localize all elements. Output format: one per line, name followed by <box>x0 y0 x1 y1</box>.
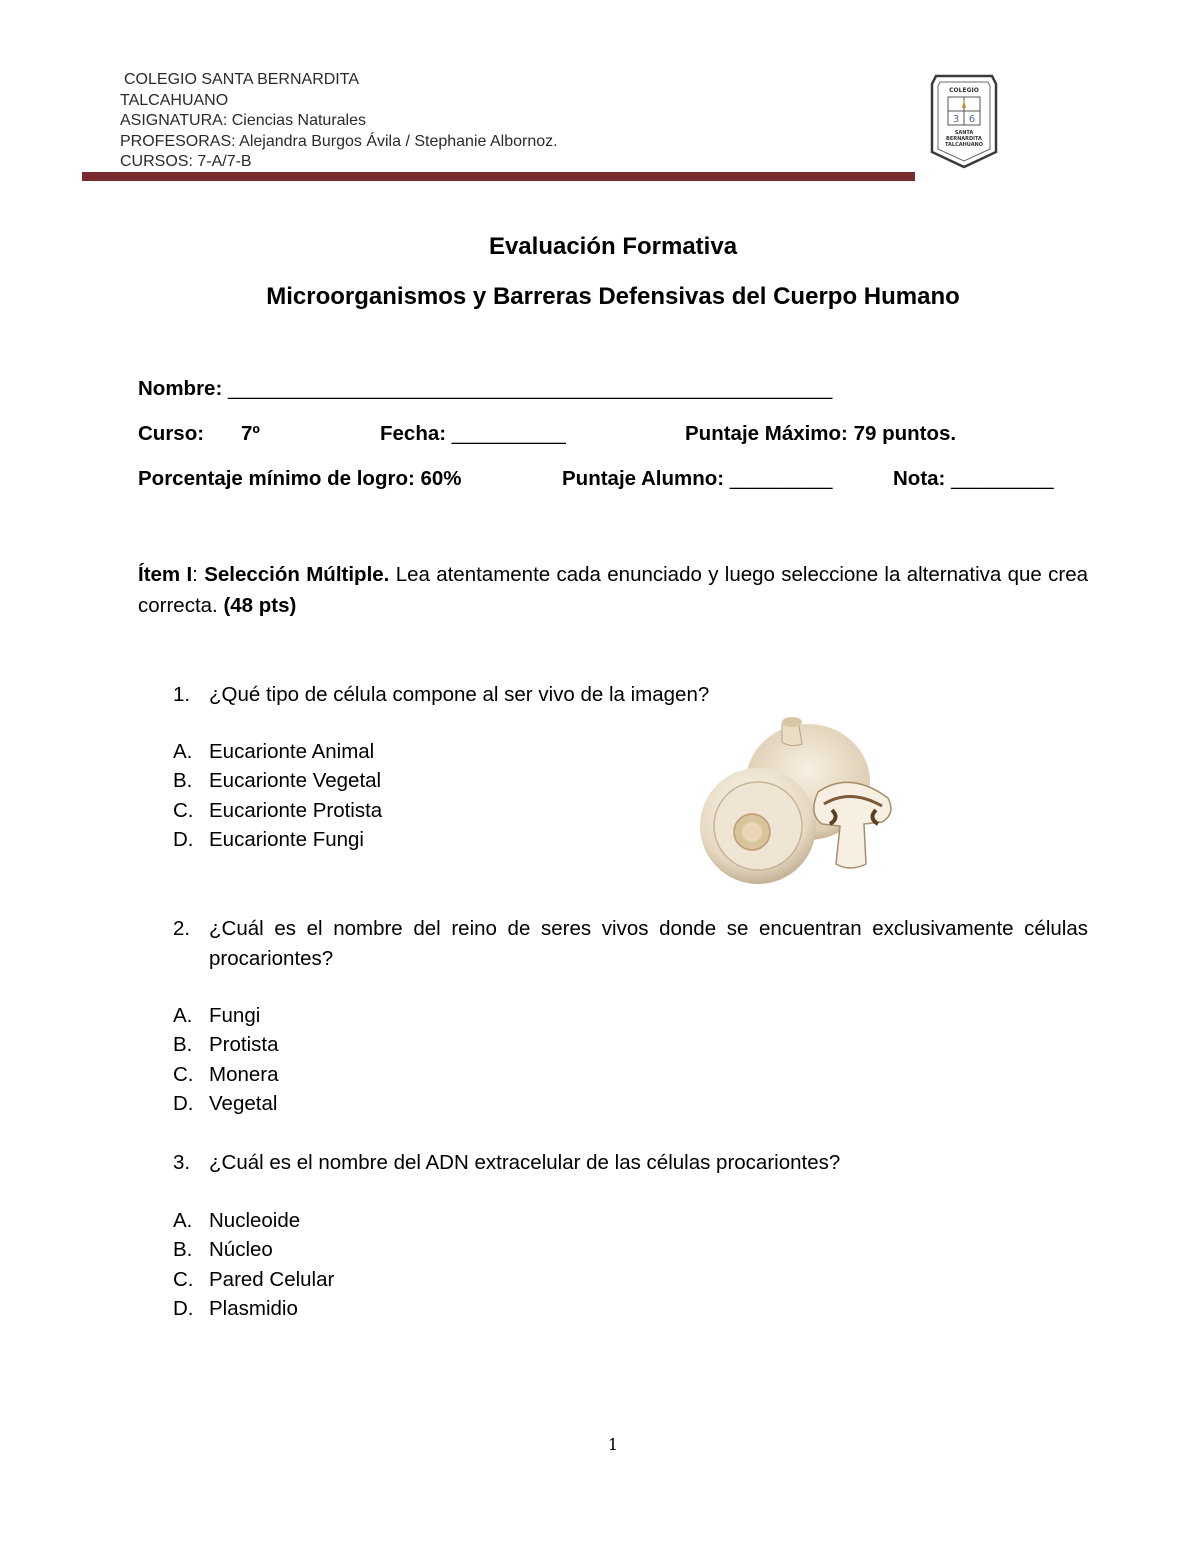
nombre-label: Nombre: <box>138 377 223 400</box>
question-3-options <box>173 1206 334 1324</box>
option-text: Eucarionte Protista <box>209 798 383 822</box>
question-1 <box>173 680 1088 710</box>
option-text: Protista <box>209 1033 279 1057</box>
fecha-field[interactable] <box>380 422 566 446</box>
option-text: Pared Celular <box>209 1267 335 1291</box>
svg-text:3: 3 <box>952 114 960 125</box>
item-colon: : <box>192 563 198 586</box>
option-letter: C. <box>173 1267 194 1291</box>
item-instructions <box>138 559 1088 621</box>
page-subtitle: Microorganismos y Barreras Defensivas del Cuerpo Humano <box>266 283 960 310</box>
question-3 <box>173 1148 1088 1178</box>
option-c[interactable] <box>173 796 382 825</box>
option-text: Eucarionte Vegetal <box>209 769 382 793</box>
question-number: 3. <box>173 1151 191 1174</box>
question-number: 2. <box>173 917 191 940</box>
porcentaje-minimo: Porcentaje mínimo de logro: 60% <box>138 467 462 490</box>
curso-value: 7º <box>241 422 260 445</box>
crest-text-bottom: SANTA BERNARDITA TALCAHUANO <box>944 130 983 148</box>
option-a[interactable] <box>173 1001 279 1030</box>
option-text: Vegetal <box>209 1092 278 1116</box>
puntaje-alumno-blank[interactable]: _________ <box>729 467 833 490</box>
school-crest-logo <box>928 70 1000 170</box>
question-2 <box>173 914 1088 973</box>
teachers-line: PROFESORAS: Alejandra Burgos Ávila / Stephanie Albornoz. <box>120 132 558 150</box>
item-label: Ítem I <box>138 563 193 586</box>
option-text: Nucleoide <box>209 1209 301 1232</box>
nota-blank[interactable]: _________ <box>951 467 1054 490</box>
nombre-field[interactable] <box>138 377 832 401</box>
fecha-label: Fecha: <box>380 422 447 445</box>
item-points: (48 pts) <box>223 594 297 617</box>
option-a[interactable] <box>173 1206 334 1235</box>
nota-label: Nota: <box>893 467 946 490</box>
option-letter: D. <box>173 1297 194 1321</box>
svg-text:6: 6 <box>968 114 976 125</box>
header-divider <box>82 172 915 181</box>
option-letter: A. <box>173 1209 193 1232</box>
option-letter: A. <box>173 740 193 763</box>
question-text: ¿Cuál es el nombre del ADN extracelular de las células procariontes? <box>209 1151 841 1174</box>
option-text: Monera <box>209 1062 279 1086</box>
nombre-blank[interactable]: _____________________________________________________ <box>228 377 833 400</box>
option-letter: A. <box>173 1004 193 1027</box>
question-2-options <box>173 1001 279 1119</box>
curso-field <box>138 422 204 446</box>
option-letter: B. <box>173 1238 193 1262</box>
school-city: TALCAHUANO <box>120 91 229 109</box>
question-number: 1. <box>173 683 191 706</box>
puntaje-alumno-label: Puntaje Alumno: <box>562 467 725 490</box>
question-1-options <box>173 737 382 855</box>
option-letter: D. <box>173 828 194 852</box>
page-title: Evaluación Formativa <box>488 233 738 260</box>
option-d[interactable] <box>173 1294 334 1323</box>
option-text: Núcleo <box>209 1238 273 1262</box>
option-b[interactable] <box>173 1235 334 1264</box>
option-d[interactable] <box>173 825 382 854</box>
option-text: Plasmidio <box>209 1297 298 1321</box>
option-text: Eucarionte Fungi <box>209 828 364 852</box>
option-d[interactable] <box>173 1089 279 1118</box>
puntaje-alumno-field[interactable] <box>562 467 832 491</box>
item-type: Selección Múltiple. <box>204 563 390 586</box>
school-header <box>120 70 558 173</box>
subject-line: ASIGNATURA: Ciencias Naturales <box>120 112 366 129</box>
item-instruction-text: Lea atentamente cada enunciado y luego seleccione la alternativa que crea correcta. <box>138 563 1088 617</box>
option-letter: C. <box>173 798 194 822</box>
mushroom-image <box>690 714 900 884</box>
option-text: Fungi <box>209 1004 261 1027</box>
option-text: Eucarionte Animal <box>209 740 375 763</box>
option-letter: B. <box>173 1033 193 1057</box>
option-b[interactable] <box>173 1030 279 1059</box>
nota-field[interactable] <box>893 467 1054 491</box>
page-number: 1 <box>607 1435 619 1454</box>
option-letter: B. <box>173 769 193 793</box>
option-c[interactable] <box>173 1060 279 1089</box>
option-letter: C. <box>173 1062 194 1086</box>
question-text: ¿Cuál es el nombre del reino de seres vivos donde se encuentran exclusivamente células procariontes? <box>209 917 1088 970</box>
courses-line: CURSOS: 7-A/7-B <box>120 153 252 170</box>
school-name: COLEGIO SANTA BERNARDITA <box>124 71 360 88</box>
option-c[interactable] <box>173 1265 334 1294</box>
question-text: ¿Qué tipo de célula compone al ser vivo de la imagen? <box>209 683 710 706</box>
fecha-blank[interactable]: __________ <box>451 422 566 445</box>
crest-text-top: COLEGIO <box>949 87 979 94</box>
curso-label: Curso: <box>138 422 205 445</box>
option-b[interactable] <box>173 766 382 795</box>
puntaje-maximo: Puntaje Máximo: 79 puntos. <box>685 422 957 445</box>
option-a[interactable] <box>173 737 382 766</box>
option-letter: D. <box>173 1092 194 1116</box>
